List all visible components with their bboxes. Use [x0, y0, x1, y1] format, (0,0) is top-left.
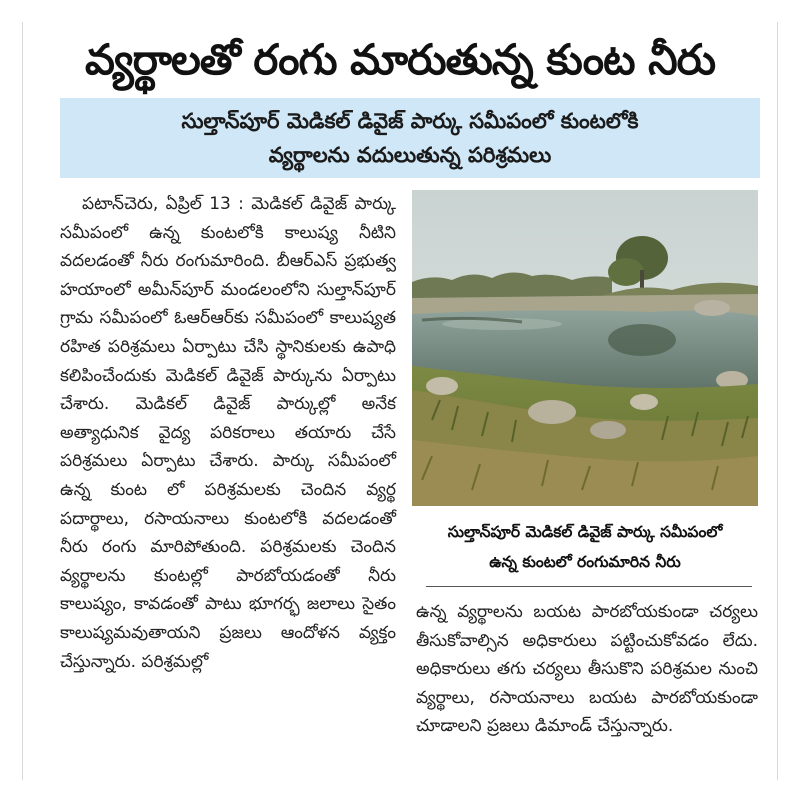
photo-caption-line-1: సుల్తాన్‌పూర్ మెడికల్ డివైజ్ పార్కు సమీపంలో — [447, 523, 723, 541]
subheadline-line-1: సుల్తాన్‌పూర్ మెడికల్ డివైజ్ పార్కు సమీపంలో కుంటలోకి — [181, 109, 639, 133]
body-text-left: పటాన్‌చెరు, ఏప్రిల్ 13 : మెడికల్ డివైజ్ పార్కు సమీపంలో ఉన్న కుంటలోకి కాలుష్య నీటిని వదలడంతో నీరు రంగుమారింది. బీఆర్ఎస్ ప్రభుత్వ హయాంలో అమీన్‌పూర్ మండలంలోని సుల్తాన్‌పూర్ గ్రామ సమీపంలో ఓఆర్ఆర్‌కు సమీపంలో కాలుష్యత రహిత పరిశ్రమలు ఏర్పాటు చేసి స్థానికులకు ఉపాధి కలిపించేందుకు మెడికల్ డివైజ్ పార్కును ఏర్పాటు చేశారు. మెడికల్ డివైజ్ పార్కుల్లో అనేక అత్యాధునిక వైద్య పరికరాలు తయారు చేసే పరిశ్రమలు ఏర్పాటు చేశారు. పార్కు సమీపంలో ఉన్న కుంట లో పరిశ్రమలకు చెందిన వ్యర్థ పదార్థాలు, రసాయనాలు కుంటలోకి వదలడంతో నీరు రంగు మారిపోతుంది. పరిశ్రమలకు చెందిన వ్యర్థాలను కుంటల్లో పారబోయడంతో నీరు కాలుష్యం, కావడంతో పాటు భూగర్భ జలాలు సైతం కాలుష్యమవుతాయని ప్రజలు ఆందోళన వ్యక్తం చేస్తున్నారు. పరిశ్రమల్లో — [60, 194, 396, 672]
headline: వ్యర్థాలతో రంగు మారుతున్న కుంట నీరు — [84, 35, 716, 84]
body-column-right — [416, 598, 758, 741]
pond-photo — [412, 190, 758, 506]
body-column-left — [60, 190, 396, 676]
pond-landscape-image — [412, 190, 758, 506]
subheadline-line-2: వ్యర్థాలను వదులుతున్న పరిశ్రమలు — [268, 143, 552, 167]
column-divider — [426, 586, 752, 587]
photo-caption-line-2: ఉన్న కుంటలో రంగుమారిన నీరు — [489, 553, 681, 571]
photo-caption — [412, 512, 758, 582]
body-text-right: ఉన్న వ్యర్థాలను బయట పారబోయకుండా చర్యలు తీసుకోవాల్సిన అధికారులు పట్టించుకోవడం లేదు. అధికారులు తగు చర్యలు తీసుకొని పరిశ్రమల నుంచి వ్యర్థాలు, రసాయనాలు బయట పారబోయకుండా చూడాలని ప్రజలు డిమాండ్ చేస్తున్నారు. — [416, 602, 758, 737]
subheadline-box — [60, 98, 760, 178]
